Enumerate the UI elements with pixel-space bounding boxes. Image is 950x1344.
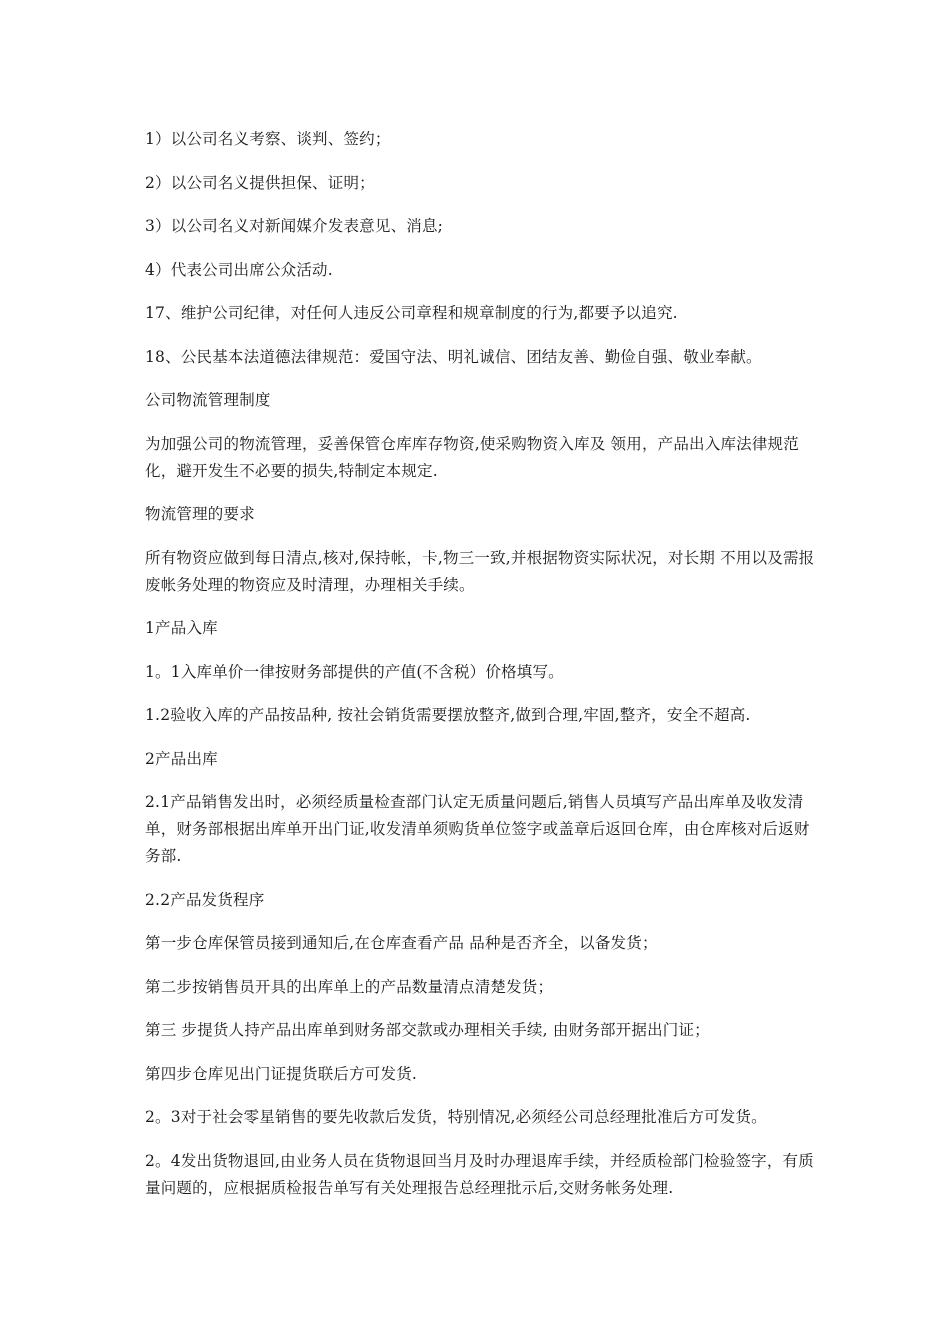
paragraph-18: 18、公民基本法道德法律规范：爱国守法、明礼诚信、团结友善、勤俭自强、敬业奉献。 xyxy=(145,347,762,366)
section-heading-logistics-policy: 公司物流管理制度 xyxy=(145,391,271,409)
procedure-step-1: 第一步仓库保管员接到通知后,在仓库查看产品 品种是否齐全，以备发货； xyxy=(145,934,658,952)
paragraph-item-2: 2）以公司名义提供担保、证明； xyxy=(145,173,375,192)
subsection-heading-shipping-procedure: 2.2产品发货程序 xyxy=(145,890,265,909)
procedure-step-2: 第二步按销售员开具的出库单上的产品数量清点清楚发货； xyxy=(145,977,554,996)
paragraph-item-1: 1）以公司名义考察、谈判、签约； xyxy=(145,130,391,148)
paragraph-1-2: 1.2验收入库的产品按品种, 按社会销货需要摆放整齐,做到合理,牢固,整齐，安全不超高. xyxy=(145,706,751,724)
section-heading-product-inbound: 1产品入库 xyxy=(145,619,218,637)
section-heading-product-outbound: 2产品出库 xyxy=(145,749,218,768)
paragraph-2-4: 2。4发出货物退回,由业务人员在货物退回当月及时办理退库手续，并经质检部门检验签字，有质量问题的，应根据质检报告单写有关处理报告总经理批示后,交财务帐务处理. xyxy=(145,1151,814,1197)
paragraph-2-3: 2。3对于社会零星销售的要先收款后发货，特别情况,必须经公司总经理批准后方可发货。 xyxy=(145,1108,767,1126)
paragraph-item-3: 3）以公司名义对新闻媒介发表意见、消息; xyxy=(145,217,444,235)
paragraph-1-1: 1。1入库单价一律按财务部提供的产值(不含税）价格填写。 xyxy=(145,662,564,681)
section-heading-logistics-requirements: 物流管理的要求 xyxy=(145,505,255,523)
paragraph-requirements-detail: 所有物资应做到每日清点,核对,保持帐，卡,物三一致,并根据物资实际状况，对长期 不用以及需报废帐务处理的物资应及时清理，办理相关手续。 xyxy=(145,548,815,594)
procedure-step-4: 第四步仓库见出门证提货联后方可发货. xyxy=(145,1064,418,1083)
paragraph-item-4: 4）代表公司出席公众活动. xyxy=(145,260,333,279)
paragraph-17: 17、维护公司纪律，对任何人违反公司章程和规章制度的行为,都要予以追究. xyxy=(145,304,678,322)
document-body xyxy=(145,126,815,1218)
procedure-step-3: 第三 步提货人持产品出库单到财务部交款或办理相关手续, 由财务部开据出门证； xyxy=(145,1021,710,1039)
paragraph-logistics-purpose: 为加强公司的物流管理，妥善保管仓库库存物资,使采购物资入库及 领用，产品出入库法律规范化，避开发生不必要的损失,特制定本规定. xyxy=(145,434,799,480)
paragraph-2-1: 2.1产品销售发出时，必须经质量检查部门认定无质量问题后,销售人员填写产品出库单及收发清单，财务部根据出库单开出门证,收发清单须购货单位签字或盖章后返回仓库，由仓库核对后返财务部. xyxy=(145,793,810,865)
